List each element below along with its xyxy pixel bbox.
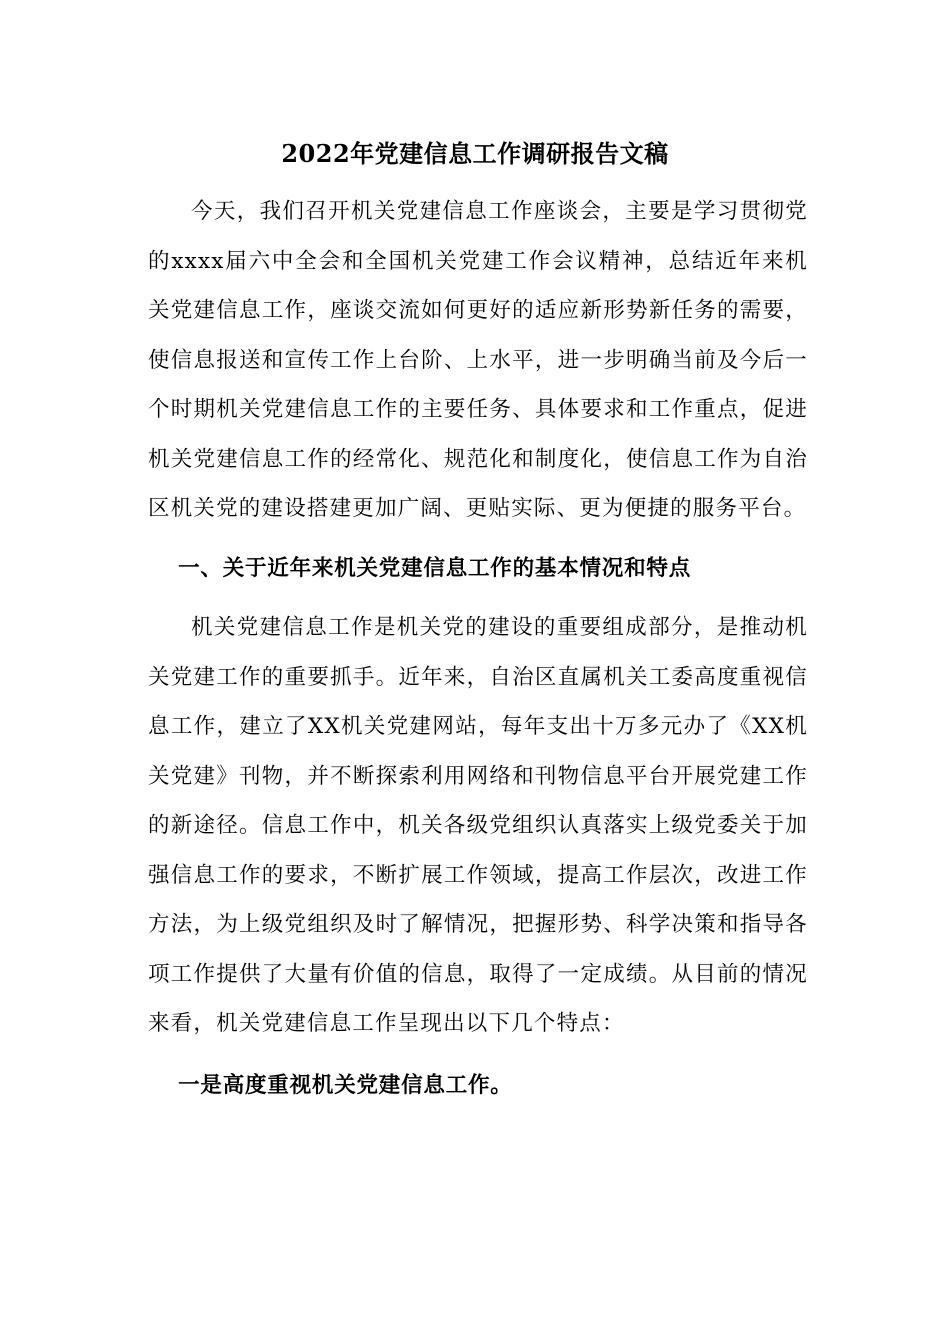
document-body xyxy=(148,187,808,1120)
subsection-heading: 一是高度重视机关党建信息工作。 xyxy=(178,1072,513,1098)
document-title: 2022年党建信息工作调研报告文稿 xyxy=(281,139,669,168)
section-paragraph: 机关党建信息工作是机关党的建设的重要组成部分，是推动机关党建工作的重要抓手。近年来，自治区直属机关工委高度重视信息工作，建立了XX机关党建网站，每年支出十万多元办了《XX机关党建》刊物，并不断探索利用网络和刊物信息平台开展党建工作的新途径。信息工作中，机关各级党组织认真落实上级党委关于加强信息工作的要求，不断扩展工作领域，提高工作层次，改进工作方法，为上级党组织及时了解情况，把握形势、科学决策和指导各项工作提供了大量有价值的信息，取得了一定成绩。从目前的情况来看，机关党建信息工作呈现出以下几个特点： xyxy=(148,615,808,1036)
intro-paragraph: 今天，我们召开机关党建信息工作座谈会，主要是学习贯彻党的xxxx届六中全会和全国机关党建工作会议精神，总结近年来机关党建信息工作，座谈交流如何更好的适应新形势新任务的需要，使信息报送和宣传工作上台阶、上水平，进一步明确当前及今后一个时期机关党建信息工作的主要任务、具体要求和工作重点，促进机关党建信息工作的经常化、规范化和制度化，使信息工作为自治区机关党的建设搭建更加广阔、更贴实际、更为便捷的服务平台。 xyxy=(148,199,808,521)
section-heading-1: 一、关于近年来机关党建信息工作的基本情况和特点 xyxy=(178,555,691,581)
